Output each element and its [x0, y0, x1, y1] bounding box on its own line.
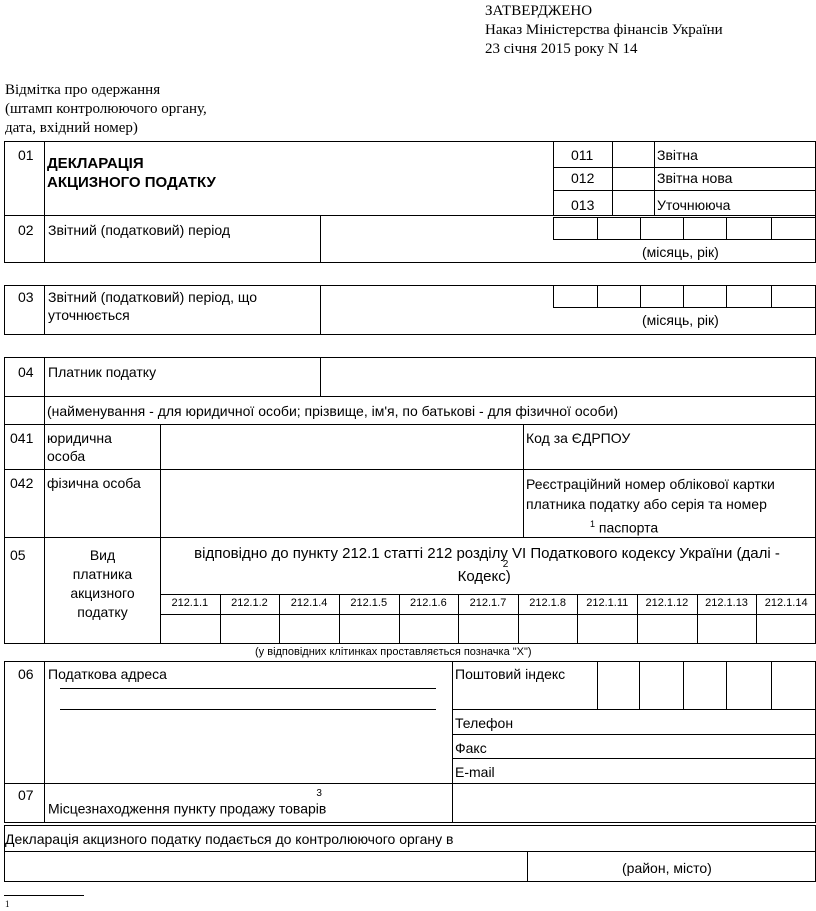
doc-type-code-012: 012 [571, 170, 595, 186]
individual-code: 042 [10, 475, 34, 491]
legal-entity-name-field[interactable] [161, 425, 522, 468]
order-date: 23 січня 2015 року N 14 [485, 41, 638, 57]
subitem-checkbox[interactable] [698, 615, 756, 643]
subitem-checkbox[interactable] [519, 615, 577, 643]
tax-type-line-3: акцизного [70, 585, 135, 601]
submission-label: Декларація акцизного податку подається до контролюючого органу в [5, 831, 454, 847]
subitem-code: 212.1.6 [409, 597, 447, 609]
phone-label: Телефон [455, 715, 514, 731]
subitem-checkbox[interactable] [578, 615, 636, 643]
form-title-line-2: АКЦИЗНОГО ПОДАТКУ [47, 174, 216, 191]
period-corrected-line-2: уточнюється [48, 307, 130, 323]
tax-type-note: (у відповідних клітинках проставляється позначка "X") [255, 646, 532, 658]
period-corrected-hint: (місяць, рік) [642, 312, 719, 328]
subitem-checkbox[interactable] [638, 615, 696, 643]
subitem-checkbox[interactable] [280, 615, 338, 643]
legal-entity-line-2: особа [47, 448, 86, 464]
payer-code: 04 [18, 364, 34, 380]
tax-type-description [162, 544, 812, 586]
doc-type-label-012: Звітна нова [657, 170, 733, 186]
footnote-mark: 1 [5, 899, 10, 909]
address-line-2[interactable] [60, 709, 436, 710]
tax-type-desc-line-1: відповідно до пункту 212.1 статті 212 розділу VI Податкового кодексу України (далі - [194, 545, 780, 562]
tax-type-footnote-mark: 2 [502, 559, 509, 570]
doc-type-code-011: 011 [571, 147, 594, 163]
sale-location-code: 07 [18, 787, 34, 803]
submission-authority-field[interactable] [6, 852, 526, 880]
approved-title: ЗАТВЕРДЖЕНО [485, 3, 593, 19]
tax-type-label [46, 546, 159, 622]
tax-type-line-2: платника [72, 566, 133, 582]
reg-line-1: Реєстраційний номер облікової картки [526, 476, 775, 492]
form-title-code: 01 [18, 147, 34, 163]
reg-line-3-wrap [526, 514, 775, 538]
doc-type-label-013: Уточнююча [657, 197, 731, 213]
individual-label: фізична особа [47, 475, 141, 491]
subitem-code: 212.1.1 [171, 597, 209, 609]
sale-location-label: Місцезнаходження пункту продажу товарів [48, 800, 327, 817]
reg-footnote-mark: 1 [590, 519, 596, 529]
receipt-line-3: дата, вхідний номер) [5, 120, 138, 136]
period-code: 02 [18, 222, 34, 238]
receipt-line-1: Відмітка про одержання [5, 82, 161, 98]
subitem-code: 212.1.8 [529, 597, 566, 609]
period-corrected-code: 03 [18, 289, 34, 305]
legal-entity-line-1: юридична [47, 430, 112, 446]
subitem-checkbox[interactable] [340, 615, 398, 643]
order-line: Наказ Міністерства фінансів України [485, 22, 723, 38]
address-label: Податкова адреса [48, 666, 167, 682]
receipt-note [5, 81, 305, 138]
payer-hint: (найменування - для юридичної особи; прізвище, ім'я, по батькові - для фізичної особи) [47, 403, 619, 419]
individual-name-field[interactable] [161, 470, 522, 536]
subitem-checkbox[interactable] [757, 615, 815, 643]
tax-type-line-1: Вид [89, 547, 116, 563]
period-hint: (місяць, рік) [642, 244, 719, 260]
tax-type-code: 05 [10, 547, 26, 563]
doc-type-code-013: 013 [571, 197, 595, 213]
subitem-checkbox[interactable] [400, 615, 458, 643]
subitem-code: 212.1.4 [290, 597, 328, 609]
receipt-line-2: (штамп контролюючого органу, [5, 101, 207, 117]
fax-label: Факс [455, 740, 487, 756]
reg-line-3: паспорта [598, 519, 659, 536]
period-corrected-line-1: Звітний (податковий) період, що [48, 289, 257, 305]
footnote-divider [4, 895, 84, 896]
legal-entity-label [47, 429, 112, 465]
form-title [47, 154, 216, 192]
period-label: Звітний (податковий) період [48, 222, 231, 238]
email-label: E-mail [455, 764, 495, 780]
approval-block [485, 2, 805, 59]
subitem-code: 212.1.5 [350, 597, 388, 609]
tax-type-desc-line-2: Кодекс) [457, 568, 511, 585]
tax-type-line-4: податку [77, 604, 128, 620]
sale-location-footnote-mark: 3 [316, 788, 322, 799]
subitem-checkbox[interactable] [161, 615, 219, 643]
edrpou-label: Код за ЄДРПОУ [526, 430, 631, 446]
legal-entity-code: 041 [10, 430, 34, 446]
period-corrected-label [48, 288, 257, 324]
reg-number-label [526, 474, 775, 538]
subitem-code: 212.1.12 [645, 597, 689, 609]
subitem-code: 212.1.14 [764, 597, 808, 609]
subitem-code: 212.1.11 [586, 597, 629, 609]
form-title-line-1: ДЕКЛАРАЦІЯ [47, 155, 144, 172]
subitem-code: 212.1.13 [705, 597, 748, 609]
reg-line-2: платника податку або серія та номер [526, 496, 767, 512]
address-line-1[interactable] [60, 688, 436, 689]
submission-hint: (район, місто) [622, 860, 712, 876]
sale-location-label-wrap [48, 788, 332, 818]
postal-code-label: Поштовий індекс [455, 666, 566, 682]
doc-type-label-011: Звітна [657, 147, 698, 163]
subitem-checkbox[interactable] [459, 615, 517, 643]
tax-type-desc-line-2-wrap [162, 559, 812, 586]
payer-label: Платник податку [48, 364, 157, 380]
subitem-code: 212.1.2 [231, 597, 268, 609]
address-code: 06 [18, 666, 34, 682]
subitem-checkbox[interactable] [221, 615, 279, 643]
subitem-code: 212.1.7 [469, 597, 507, 609]
